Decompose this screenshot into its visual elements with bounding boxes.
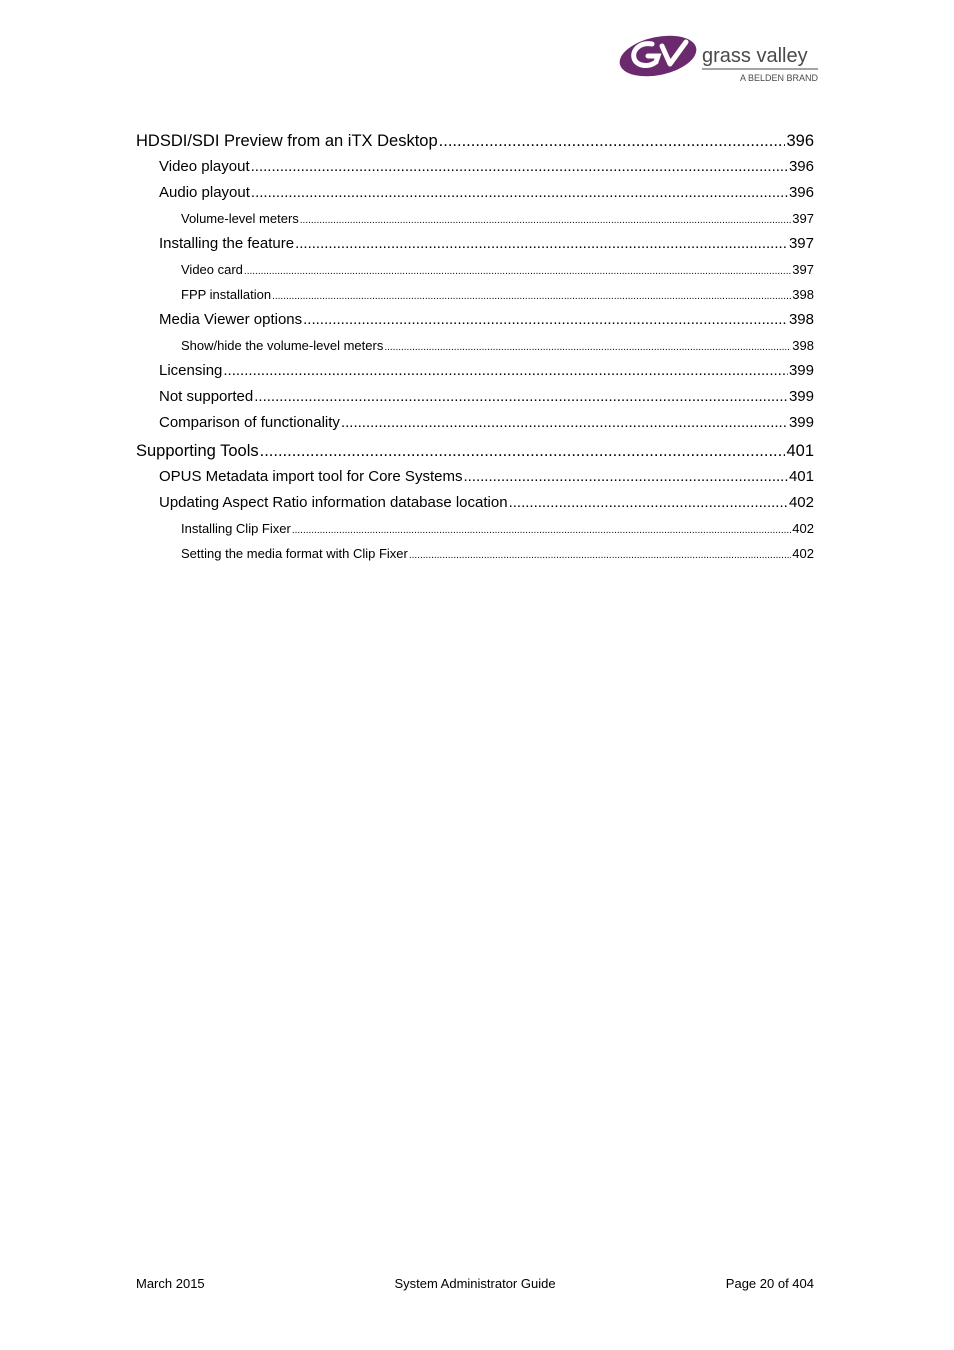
toc-leader-dots xyxy=(409,543,791,566)
toc-leader-dots xyxy=(341,410,788,436)
toc-entry-title: Video card xyxy=(181,262,243,277)
footer-date: March 2015 xyxy=(136,1276,205,1291)
toc-entry-page: 399 xyxy=(788,362,814,379)
toc-entry-page: 401 xyxy=(786,442,814,460)
footer-doc-title: System Administrator Guide xyxy=(394,1276,556,1291)
toc-entry-page: 402 xyxy=(792,546,814,561)
toc-entry[interactable] xyxy=(136,464,814,490)
toc-entry[interactable] xyxy=(136,541,814,566)
grass-valley-logo xyxy=(618,30,822,86)
toc-entry[interactable] xyxy=(136,231,814,257)
toc-entry-title: Audio playout xyxy=(159,184,250,201)
toc-entry[interactable] xyxy=(136,282,814,307)
toc-entry-title: Updating Aspect Ratio information database location xyxy=(159,494,508,511)
toc-leader-dots xyxy=(300,208,792,231)
toc-entry[interactable] xyxy=(136,180,814,206)
footer-page-label: Page 20 of 404 xyxy=(725,1276,814,1291)
toc-entry-page: 399 xyxy=(788,388,814,405)
toc-entry[interactable] xyxy=(136,257,814,282)
toc-entry[interactable] xyxy=(136,154,814,180)
toc-leader-dots xyxy=(439,128,786,154)
page-footer xyxy=(136,1274,814,1294)
toc-entry-title: Video playout xyxy=(159,158,250,175)
toc-entry-title: Media Viewer options xyxy=(159,311,303,328)
toc-entry-title: Comparison of functionality xyxy=(159,414,340,431)
toc-entry-page: 402 xyxy=(792,521,814,536)
toc-leader-dots xyxy=(272,284,791,307)
toc-entry-page: 398 xyxy=(792,287,814,302)
toc-leader-dots xyxy=(463,464,788,490)
toc-entry-title: Installing the feature xyxy=(159,235,295,252)
toc-entry[interactable] xyxy=(136,438,814,464)
toc-leader-dots xyxy=(384,335,791,358)
toc-entry-page: 398 xyxy=(792,338,814,353)
toc-leader-dots xyxy=(244,259,791,282)
toc-entry-page: 397 xyxy=(792,262,814,277)
toc-leader-dots xyxy=(223,358,788,384)
toc-entry[interactable] xyxy=(136,516,814,541)
toc-leader-dots xyxy=(260,438,786,464)
toc-entry-page: 398 xyxy=(788,311,814,328)
toc-leader-dots xyxy=(303,307,788,333)
toc-leader-dots xyxy=(254,384,788,410)
toc-entry-title: Not supported xyxy=(159,388,254,405)
toc-leader-dots xyxy=(251,180,788,206)
toc-leader-dots xyxy=(509,490,788,516)
toc-entry[interactable] xyxy=(136,333,814,358)
table-of-contents xyxy=(136,128,814,566)
toc-leader-dots xyxy=(295,231,788,257)
svg-text:A BELDEN BRAND: A BELDEN BRAND xyxy=(739,73,818,83)
toc-entry[interactable] xyxy=(136,307,814,333)
toc-entry-page: 401 xyxy=(788,468,814,485)
toc-entry[interactable] xyxy=(136,384,814,410)
toc-entry-title: FPP installation xyxy=(181,287,272,302)
toc-entry-title: Setting the media format with Clip Fixer xyxy=(181,546,408,561)
toc-entry-title: Show/hide the volume-level meters xyxy=(181,338,384,353)
toc-entry-title: Installing Clip Fixer xyxy=(181,521,291,536)
toc-entry[interactable] xyxy=(136,490,814,516)
toc-entry-title: HDSDI/SDI Preview from an iTX Desktop xyxy=(136,132,438,150)
toc-entry-page: 396 xyxy=(788,158,814,175)
toc-entry[interactable] xyxy=(136,410,814,436)
toc-entry-title: Supporting Tools xyxy=(136,442,259,460)
toc-leader-dots xyxy=(251,154,788,180)
toc-entry-page: 397 xyxy=(792,211,814,226)
toc-entry-page: 397 xyxy=(788,235,814,252)
toc-entry-title: OPUS Metadata import tool for Core Systems xyxy=(159,468,463,485)
svg-text:grass valley: grass valley xyxy=(702,45,808,67)
toc-entry-page: 396 xyxy=(786,132,814,150)
toc-entry-page: 399 xyxy=(788,414,814,431)
toc-entry[interactable] xyxy=(136,128,814,154)
toc-leader-dots xyxy=(292,518,791,541)
toc-entry[interactable] xyxy=(136,358,814,384)
toc-entry-title: Volume-level meters xyxy=(181,211,299,226)
toc-entry-title: Licensing xyxy=(159,362,223,379)
toc-entry-page: 396 xyxy=(788,184,814,201)
toc-entry[interactable] xyxy=(136,206,814,231)
toc-entry-page: 402 xyxy=(788,494,814,511)
